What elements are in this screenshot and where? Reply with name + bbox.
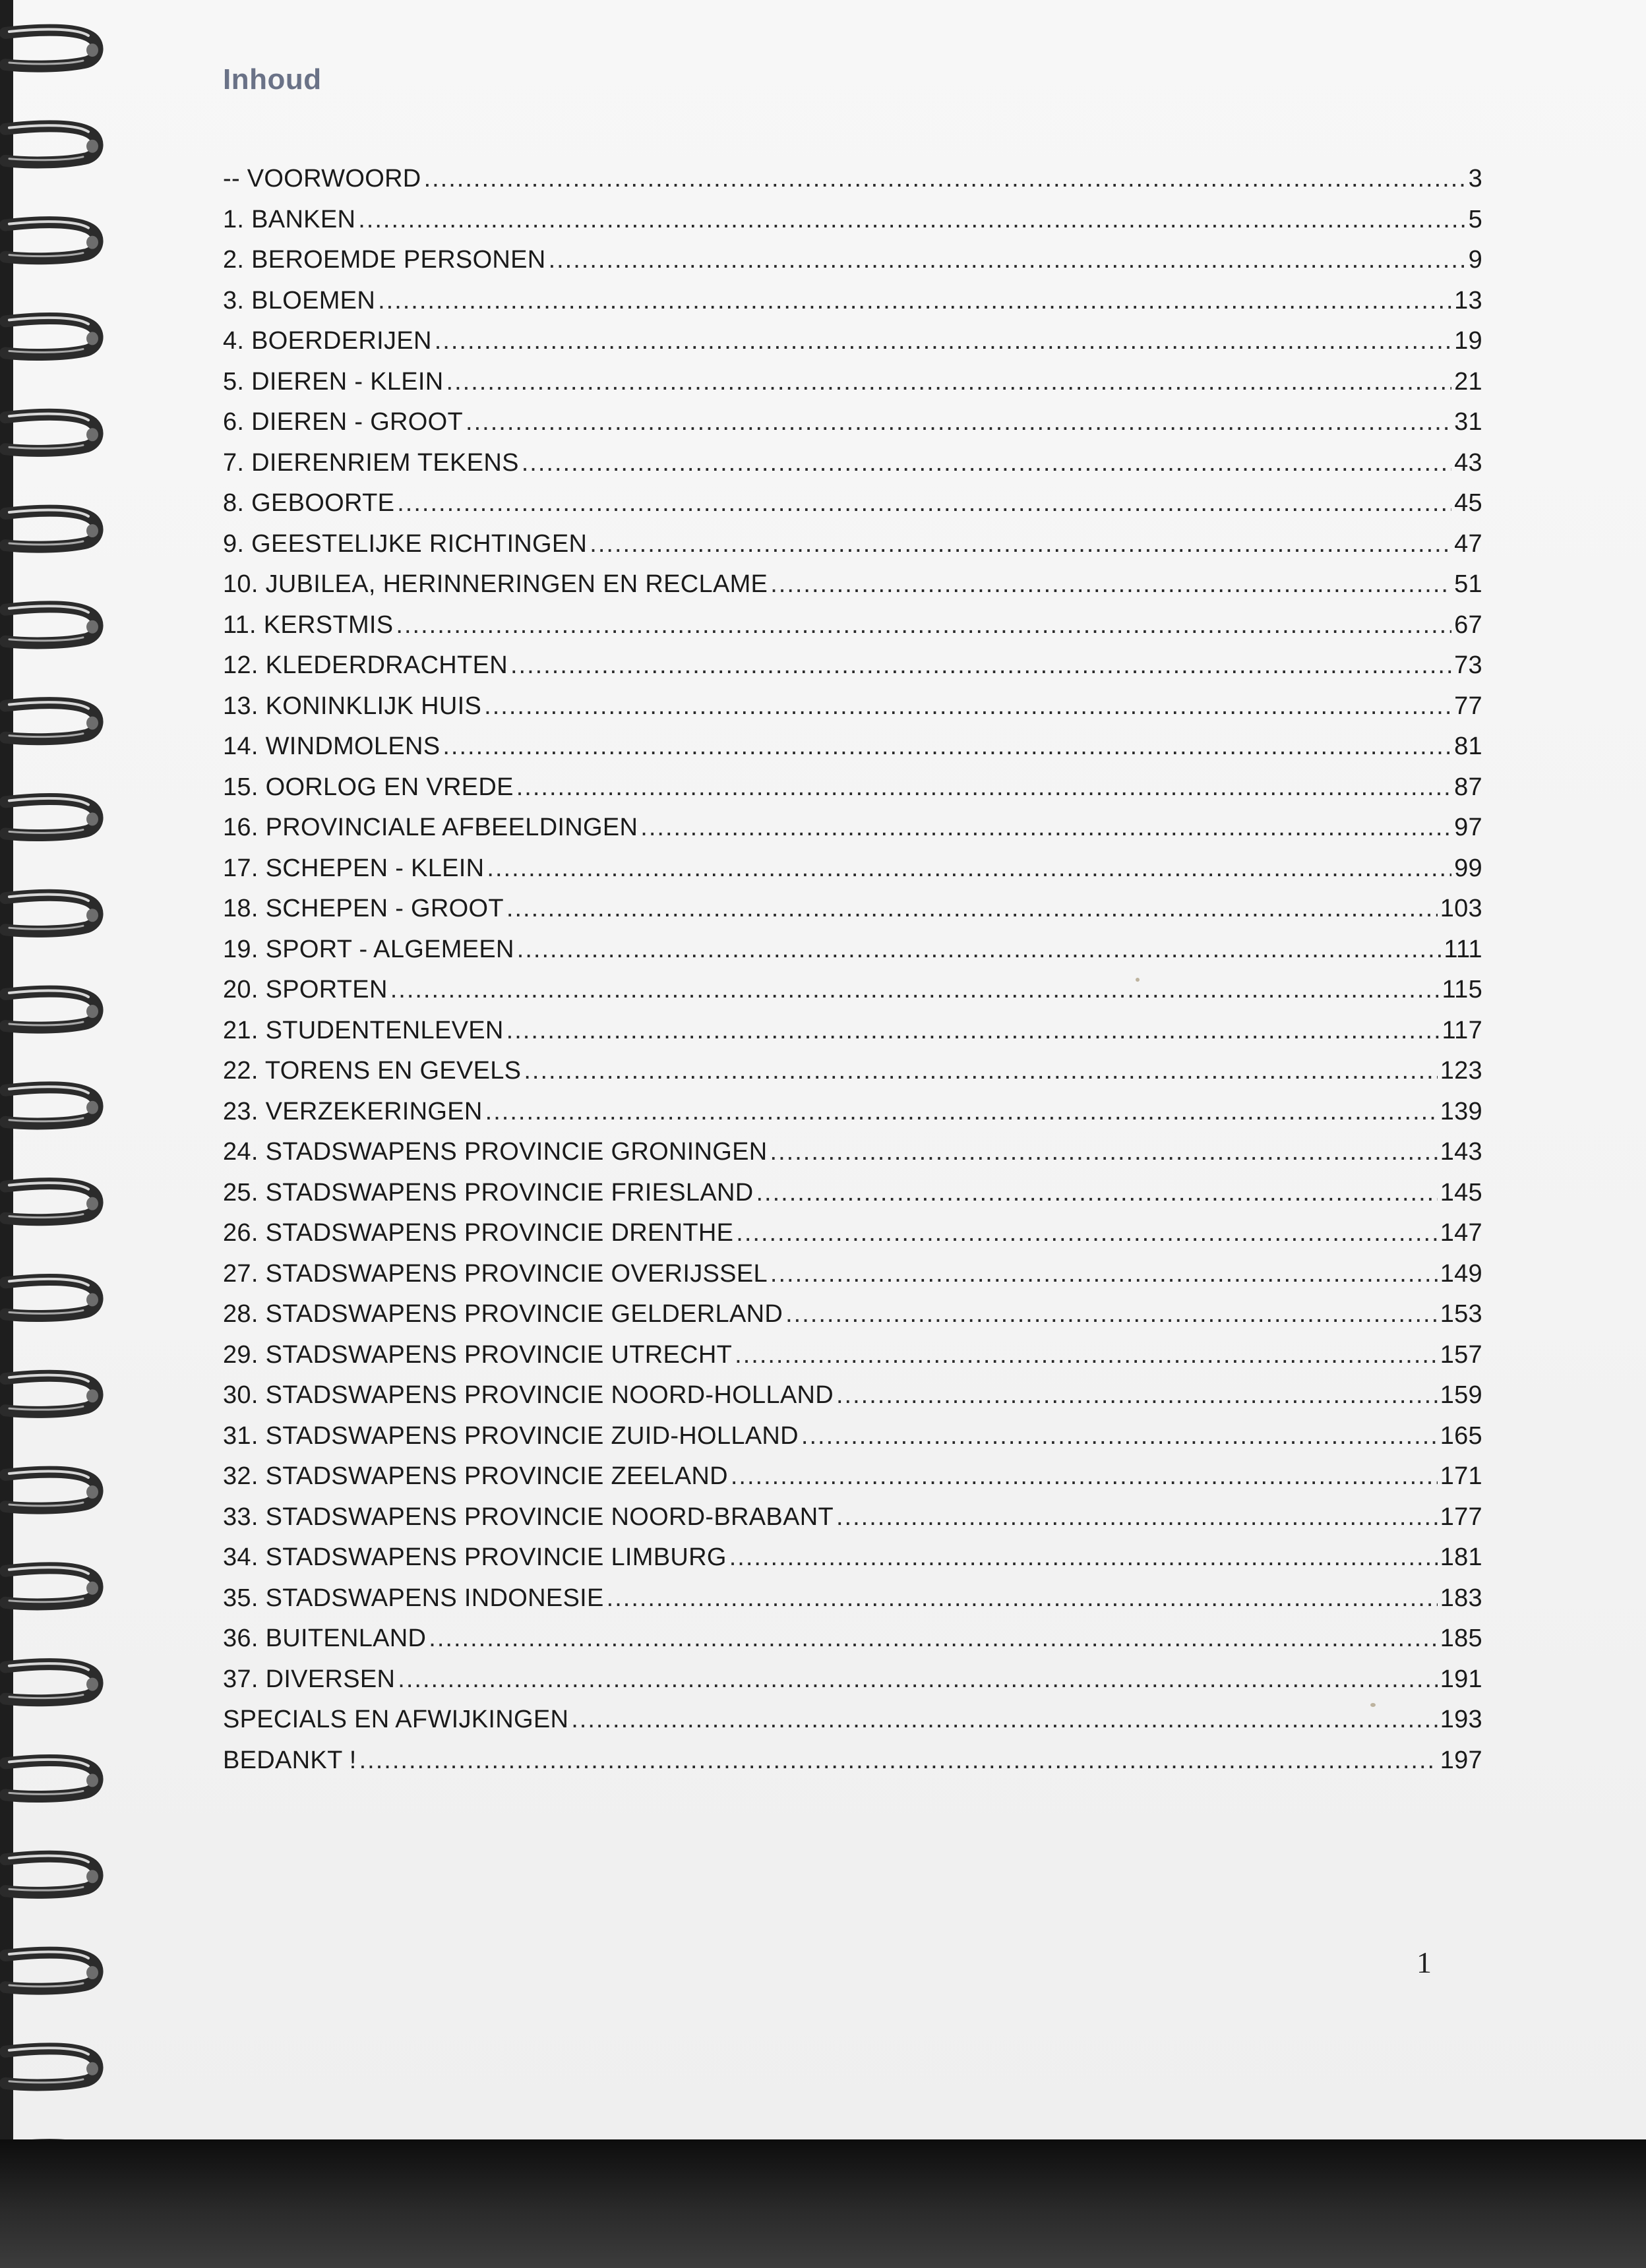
toc-dot-leader bbox=[731, 1462, 1438, 1491]
toc-entry bbox=[223, 206, 1482, 247]
toc-entry-page: 111 bbox=[1444, 935, 1482, 963]
toc-entry-label: 37. DIVERSEN bbox=[223, 1665, 396, 1693]
spiral-ring-icon bbox=[5, 1760, 98, 1797]
toc-dot-leader bbox=[735, 1341, 1438, 1369]
toc-entry-label: 22. TORENS EN GEVELS bbox=[223, 1057, 522, 1085]
toc-entry bbox=[223, 1422, 1482, 1463]
toc-entry bbox=[223, 1462, 1482, 1503]
toc-dot-leader bbox=[484, 692, 1451, 721]
toc-entry-label: 5. DIEREN - KLEIN bbox=[223, 367, 444, 396]
toc-entry bbox=[223, 287, 1482, 328]
toc-entry bbox=[223, 773, 1482, 814]
toc-entry-label: 12. KLEDERDRACHTEN bbox=[223, 651, 508, 679]
spiral-ring-icon bbox=[5, 318, 98, 355]
spiral-ring-icon bbox=[5, 1471, 98, 1508]
spiral-binding bbox=[0, 0, 106, 2139]
toc-entry-label: 30. STADSWAPENS PROVINCIE NOORD-HOLLAND bbox=[223, 1381, 834, 1409]
toc-entry-page: 81 bbox=[1454, 732, 1482, 760]
spiral-ring-icon bbox=[5, 1952, 98, 1988]
toc-dot-leader bbox=[736, 1219, 1437, 1247]
toc-entry-page: 9 bbox=[1468, 246, 1482, 274]
toc-entry-label: 9. GEESTELIJKE RICHTINGEN bbox=[223, 529, 588, 558]
toc-dot-leader bbox=[729, 1543, 1438, 1572]
spiral-ring-icon bbox=[5, 606, 98, 643]
toc-entry bbox=[223, 1138, 1482, 1179]
toc-dot-leader bbox=[756, 1179, 1437, 1207]
toc-dot-leader bbox=[390, 976, 1440, 1004]
toc-entry bbox=[223, 611, 1482, 652]
toc-entry-page: 185 bbox=[1440, 1625, 1482, 1652]
toc-entry bbox=[223, 1341, 1482, 1382]
spiral-ring-icon bbox=[5, 1279, 98, 1316]
toc-entry-page: 147 bbox=[1440, 1219, 1482, 1247]
spiral-ring-icon bbox=[5, 1663, 98, 1700]
toc-entry-label: 6. DIEREN - GROOT bbox=[223, 408, 464, 436]
toc-entry bbox=[223, 570, 1482, 611]
spiral-ring-icon bbox=[5, 990, 98, 1027]
toc-dot-leader bbox=[359, 1746, 1438, 1775]
toc-entry-page: 47 bbox=[1454, 529, 1482, 558]
toc-entry-label: 17. SCHEPEN - KLEIN bbox=[223, 854, 485, 882]
toc-entry-page: 197 bbox=[1440, 1746, 1482, 1774]
toc-dot-leader bbox=[398, 1665, 1437, 1694]
toc-entry-label: 11. KERSTMIS bbox=[223, 611, 394, 639]
toc-dot-leader bbox=[485, 1098, 1438, 1126]
page-number: 1 bbox=[1417, 1946, 1432, 1979]
toc-entry-label: 23. VERZEKERINGEN bbox=[223, 1097, 483, 1125]
toc-dot-leader bbox=[442, 732, 1451, 761]
toc-entry-label: 35. STADSWAPENS INDONESIE bbox=[223, 1584, 604, 1612]
toc-entry-label: 2. BEROEMDE PERSONEN bbox=[223, 246, 546, 274]
toc-entry-label: -- VOORWOORD bbox=[223, 165, 421, 193]
toc-entry bbox=[223, 692, 1482, 733]
toc-entry-page: 87 bbox=[1454, 773, 1482, 801]
toc-dot-leader bbox=[429, 1625, 1437, 1653]
toc-entry bbox=[223, 489, 1482, 530]
toc-entry bbox=[223, 1584, 1482, 1625]
toc-entry-page: 103 bbox=[1440, 895, 1482, 922]
spiral-ring-icon bbox=[5, 1567, 98, 1604]
toc-dot-leader bbox=[785, 1300, 1438, 1328]
toc-entry-page: 153 bbox=[1440, 1300, 1482, 1328]
toc-dot-leader bbox=[510, 651, 1451, 680]
toc-entry-label: 16. PROVINCIALE AFBEELDINGEN bbox=[223, 814, 638, 841]
toc-dot-leader bbox=[640, 814, 1451, 842]
paper-speck bbox=[1370, 1703, 1376, 1707]
toc-entry-page: 77 bbox=[1454, 692, 1482, 720]
toc-entry-page: 191 bbox=[1440, 1665, 1482, 1693]
toc-entry bbox=[223, 1260, 1482, 1301]
toc-entry-label: 29. STADSWAPENS PROVINCIE UTRECHT bbox=[223, 1340, 733, 1369]
toc-entry-page: 157 bbox=[1440, 1340, 1482, 1369]
spiral-ring-icon bbox=[5, 1183, 98, 1220]
toc-entry bbox=[223, 1543, 1482, 1584]
toc-entry-page: 159 bbox=[1440, 1381, 1482, 1409]
spiral-ring-icon bbox=[5, 510, 98, 547]
toc-entry-label: 31. STADSWAPENS PROVINCIE ZUID-HOLLAND bbox=[223, 1421, 799, 1450]
toc-entry-label: 14. WINDMOLENS bbox=[223, 732, 441, 760]
toc-entry-label: 34. STADSWAPENS PROVINCIE LIMBURG bbox=[223, 1543, 727, 1571]
toc-entry-label: 33. STADSWAPENS PROVINCIE NOORD-BRABANT bbox=[223, 1503, 834, 1531]
toc-entry-label: 1. BANKEN bbox=[223, 205, 356, 233]
toc-entry-label: 27. STADSWAPENS PROVINCIE OVERIJSSEL bbox=[223, 1259, 768, 1288]
toc-entry-page: 145 bbox=[1440, 1178, 1482, 1207]
toc-entry-page: 149 bbox=[1440, 1259, 1482, 1288]
toc-entry bbox=[223, 1706, 1482, 1746]
toc-entry-page: 45 bbox=[1454, 489, 1482, 517]
toc-dot-leader bbox=[836, 1503, 1438, 1532]
toc-dot-leader bbox=[524, 1057, 1437, 1085]
toc-dot-leader bbox=[770, 1260, 1438, 1288]
toc-entry-label: 24. STADSWAPENS PROVINCIE GRONINGEN bbox=[223, 1138, 768, 1166]
toc-entry bbox=[223, 368, 1482, 409]
toc-entry-label: 7. DIERENRIEM TEKENS bbox=[223, 448, 519, 477]
toc-entry-page: 193 bbox=[1440, 1706, 1482, 1733]
toc-entry bbox=[223, 1017, 1482, 1058]
toc-dot-leader bbox=[801, 1422, 1438, 1450]
spiral-ring-icon bbox=[5, 2048, 98, 2085]
toc-entry bbox=[223, 327, 1482, 368]
toc-dot-leader bbox=[517, 936, 1442, 964]
toc-entry-label: 26. STADSWAPENS PROVINCIE DRENTHE bbox=[223, 1219, 734, 1247]
toc-entry bbox=[223, 1057, 1482, 1098]
spiral-ring-icon bbox=[5, 1375, 98, 1412]
toc-entry bbox=[223, 854, 1482, 895]
toc-dot-leader bbox=[378, 287, 1451, 315]
toc-entry-label: 21. STUDENTENLEVEN bbox=[223, 1016, 504, 1044]
toc-dot-leader bbox=[549, 246, 1466, 274]
toc-entry bbox=[223, 246, 1482, 287]
toc-entry bbox=[223, 1665, 1482, 1706]
toc-entry-label: 13. KONINKLIJK HUIS bbox=[223, 692, 482, 720]
toc-entry-page: 165 bbox=[1440, 1421, 1482, 1450]
toc-entry-label: 28. STADSWAPENS PROVINCIE GELDERLAND bbox=[223, 1300, 783, 1328]
toc-entry-label: 20. SPORTEN bbox=[223, 976, 388, 1003]
toc-dot-leader bbox=[435, 327, 1451, 355]
toc-entry-page: 67 bbox=[1454, 611, 1482, 639]
toc-entry-label: 4. BOERDERIJEN bbox=[223, 327, 432, 355]
toc-entry-page: 123 bbox=[1440, 1057, 1482, 1085]
toc-entry-label: 32. STADSWAPENS PROVINCIE ZEELAND bbox=[223, 1462, 728, 1490]
toc-entry-page: 183 bbox=[1440, 1584, 1482, 1612]
paper-speck bbox=[1136, 978, 1140, 982]
toc-entry-label: 15. OORLOG EN VREDE bbox=[223, 773, 514, 801]
toc-entry-page: 181 bbox=[1440, 1543, 1482, 1571]
toc-entry bbox=[223, 1503, 1482, 1544]
toc-entry bbox=[223, 651, 1482, 692]
toc-dot-leader bbox=[836, 1381, 1438, 1410]
toc-entry bbox=[223, 1219, 1482, 1260]
toc-dot-leader bbox=[424, 165, 1466, 193]
toc-entry bbox=[223, 1098, 1482, 1139]
toc-dot-leader bbox=[358, 206, 1465, 234]
toc-entry-page: 171 bbox=[1440, 1462, 1482, 1490]
toc-entry-page: 3 bbox=[1468, 165, 1482, 193]
toc-dot-leader bbox=[590, 530, 1451, 558]
toc-entry-page: 139 bbox=[1440, 1097, 1482, 1125]
toc-entry-label: SPECIALS EN AFWIJKINGEN bbox=[223, 1706, 569, 1733]
toc-entry-page: 51 bbox=[1454, 570, 1482, 598]
toc-entry bbox=[223, 1179, 1482, 1220]
toc-dot-leader bbox=[506, 1017, 1440, 1045]
toc-entry bbox=[223, 530, 1482, 571]
scanner-shadow bbox=[0, 2139, 1646, 2268]
spiral-ring-icon bbox=[5, 125, 98, 162]
toc-entry-page: 115 bbox=[1442, 976, 1482, 1003]
toc-entry bbox=[223, 449, 1482, 490]
toc-entry-label: 3. BLOEMEN bbox=[223, 286, 376, 314]
toc-entry-page: 43 bbox=[1454, 448, 1482, 477]
spiral-ring-icon bbox=[5, 1087, 98, 1123]
spiral-ring-icon bbox=[5, 798, 98, 835]
toc-entry-page: 31 bbox=[1454, 408, 1482, 436]
toc-entry-label: 18. SCHEPEN - GROOT bbox=[223, 895, 504, 922]
toc-entry-label: 25. STADSWAPENS PROVINCIE FRIESLAND bbox=[223, 1178, 754, 1207]
toc-dot-leader bbox=[397, 489, 1451, 518]
spiral-ring-icon bbox=[5, 895, 98, 932]
toc-entry bbox=[223, 814, 1482, 854]
toc-entry bbox=[223, 408, 1482, 449]
toc-entry bbox=[223, 1746, 1482, 1787]
toc-entry bbox=[223, 1381, 1482, 1422]
toc-entry-page: 73 bbox=[1454, 651, 1482, 679]
toc-entry bbox=[223, 976, 1482, 1017]
toc-entry-label: 19. SPORT - ALGEMEEN bbox=[223, 935, 514, 963]
toc-entry bbox=[223, 732, 1482, 773]
toc-entry-page: 13 bbox=[1454, 286, 1482, 314]
toc-entry bbox=[223, 1300, 1482, 1341]
toc-entry-page: 97 bbox=[1454, 814, 1482, 841]
table-of-contents bbox=[223, 165, 1482, 1787]
page-title: Inhoud bbox=[223, 63, 322, 96]
spiral-ring-icon bbox=[5, 29, 98, 66]
toc-entry bbox=[223, 1625, 1482, 1665]
spiral-ring-icon bbox=[5, 702, 98, 739]
toc-entry bbox=[223, 936, 1482, 976]
toc-entry-page: 21 bbox=[1454, 367, 1482, 396]
toc-entry-page: 99 bbox=[1454, 854, 1482, 882]
toc-entry-label: BEDANKT ! bbox=[223, 1746, 357, 1774]
toc-dot-leader bbox=[516, 773, 1451, 802]
toc-dot-leader bbox=[396, 611, 1451, 640]
spiral-ring-icon bbox=[5, 414, 98, 451]
toc-dot-leader bbox=[466, 408, 1451, 436]
toc-dot-leader bbox=[571, 1706, 1437, 1734]
spiral-ring-icon bbox=[5, 1856, 98, 1893]
toc-entry-page: 177 bbox=[1440, 1503, 1482, 1531]
toc-dot-leader bbox=[770, 570, 1451, 599]
toc-entry-label: 10. JUBILEA, HERINNERINGEN EN RECLAME bbox=[223, 570, 768, 598]
toc-dot-leader bbox=[607, 1584, 1438, 1613]
toc-entry-label: 36. BUITENLAND bbox=[223, 1625, 427, 1652]
toc-entry-page: 19 bbox=[1454, 327, 1482, 355]
toc-dot-leader bbox=[506, 895, 1438, 923]
toc-entry-label: 8. GEBOORTE bbox=[223, 489, 395, 517]
spiral-ring-icon bbox=[5, 222, 98, 258]
toc-entry-page: 117 bbox=[1442, 1016, 1482, 1044]
toc-dot-leader bbox=[487, 854, 1451, 883]
toc-entry bbox=[223, 895, 1482, 936]
toc-entry-page: 5 bbox=[1468, 205, 1482, 233]
toc-dot-leader bbox=[446, 368, 1452, 396]
toc-dot-leader bbox=[770, 1138, 1438, 1166]
toc-entry bbox=[223, 165, 1482, 206]
toc-dot-leader bbox=[522, 449, 1451, 477]
toc-entry-page: 143 bbox=[1440, 1138, 1482, 1166]
